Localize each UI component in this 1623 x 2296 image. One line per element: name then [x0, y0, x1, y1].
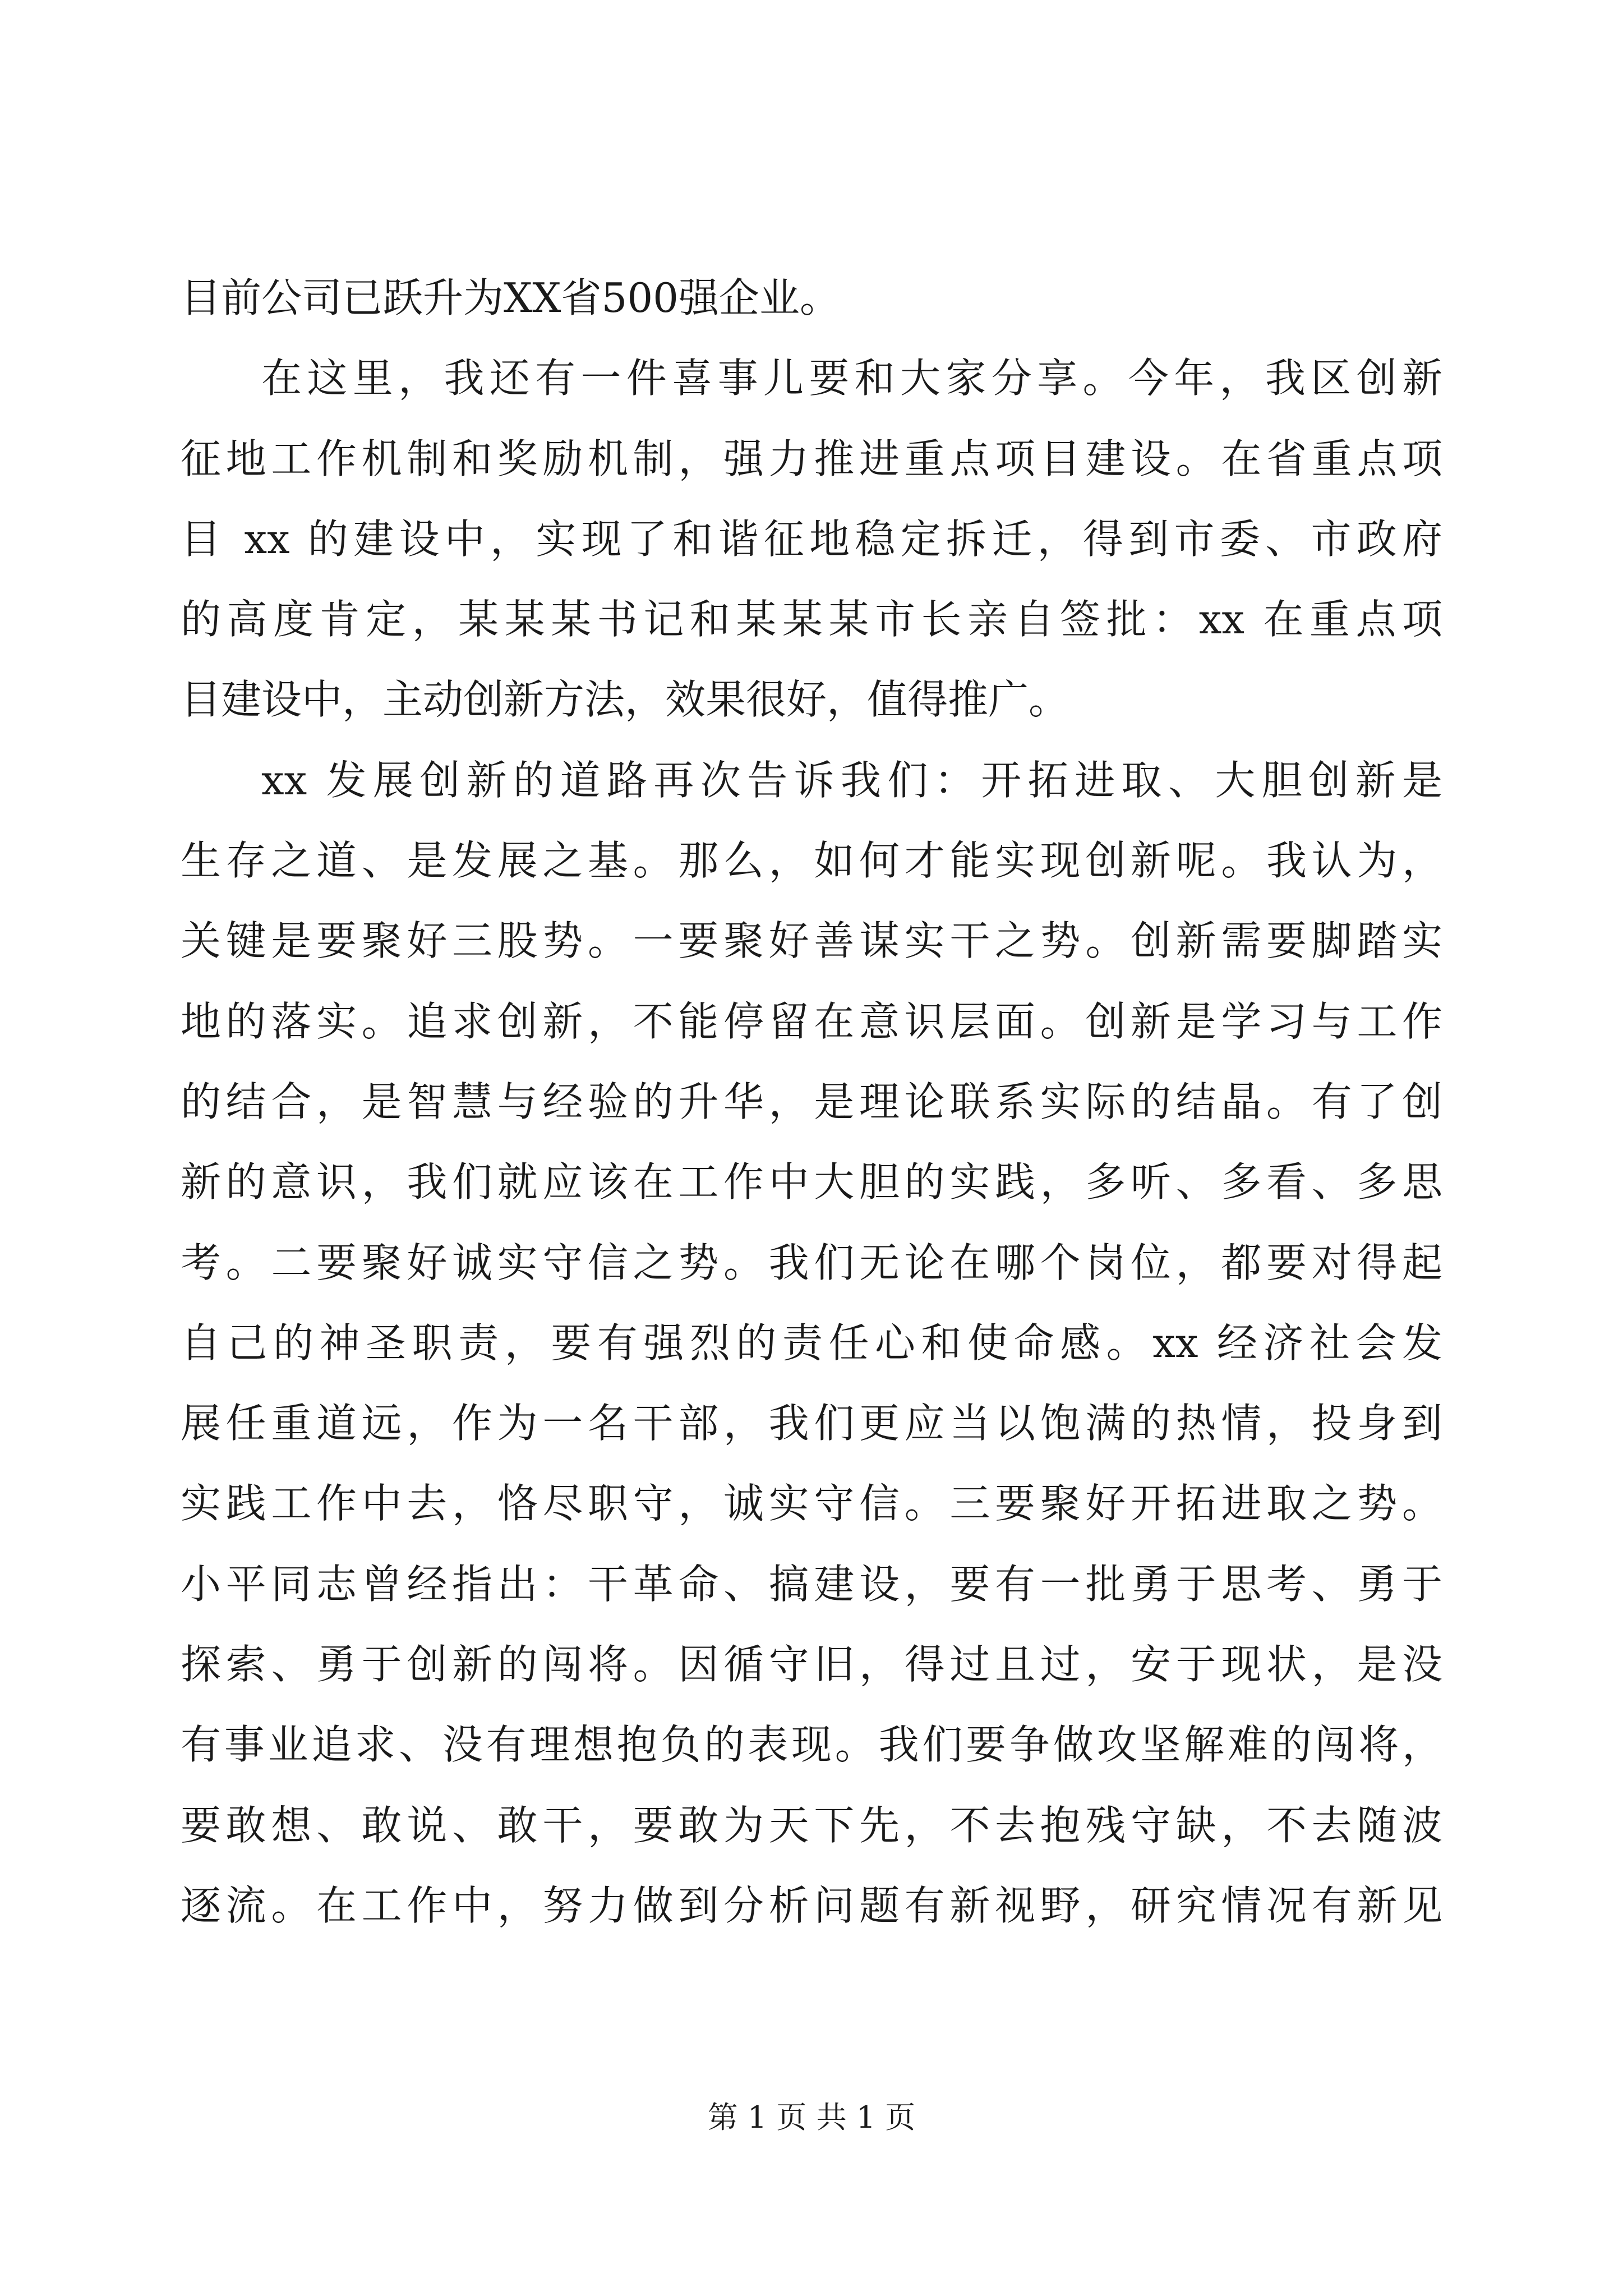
text-line: 新的意识，我们就应该在工作中大胆的实践，多听、多看、多思 — [181, 1158, 1442, 1206]
paragraph — [181, 338, 1442, 740]
text-line: 自己的神圣职责，要有强烈的责任心和使命感。xx 经济社会发 — [181, 1319, 1442, 1366]
text-line: 在这里，我还有一件喜事儿要和大家分享。今年，我区创新 — [261, 355, 1442, 402]
text-line: 展任重道远，作为一名干部，我们更应当以饱满的热情，投身到 — [181, 1400, 1442, 1447]
paragraph — [181, 740, 1442, 1946]
text-line: 关键是要聚好三股势。一要聚好善谋实干之势。创新需要脚踏实 — [181, 917, 1442, 965]
text-line: 实践工作中去，恪尽职守，诚实守信。三要聚好开拓进取之势。 — [181, 1480, 1442, 1527]
paragraph — [181, 258, 1442, 338]
text-line: 征地工作机制和奖励机制，强力推进重点项目建设。在省重点项 — [181, 435, 1442, 482]
page-footer: 第 1 页 共 1 页 — [707, 2100, 916, 2135]
text-line: 生存之道、是发展之基。那么，如何才能实现创新呢。我认为， — [181, 837, 1442, 885]
text-line: 逐流。在工作中，努力做到分析问题有新视野，研究情况有新见 — [181, 1881, 1442, 1929]
text-line: 目建设中，主动创新方法，效果很好，值得推广。 — [181, 676, 1069, 724]
text-line: 地的落实。追求创新，不能停留在意识层面。创新是学习与工作 — [181, 997, 1442, 1045]
text-line: 考。二要聚好诚实守信之势。我们无论在哪个岗位，都要对得起 — [181, 1239, 1442, 1286]
text-line: 有事业追求、没有理想抱负的表现。我们要争做攻坚解难的闯将， — [181, 1721, 1442, 1769]
text-line: 的高度肯定，某某某书记和某某某市长亲自签批：xx 在重点项 — [181, 596, 1442, 643]
document-body — [181, 258, 1442, 1946]
text-line: 的结合，是智慧与经验的升华，是理论联系实际的结晶。有了创 — [181, 1078, 1442, 1125]
text-line: 小平同志曾经指出：干革命、搞建设，要有一批勇于思考、勇于 — [181, 1560, 1442, 1608]
text-line: xx 发展创新的道路再次告诉我们：开拓进取、大胆创新是 — [261, 756, 1442, 804]
text-line: 目 xx 的建设中，实现了和谐征地稳定拆迁，得到市委、市政府 — [181, 515, 1442, 563]
text-line: 要敢想、敢说、敢干，要敢为天下先，不去抱残守缺，不去随波 — [181, 1801, 1442, 1849]
text-line: 探索、勇于创新的闯将。因循守旧，得过且过，安于现状，是没 — [181, 1641, 1442, 1688]
text-line: 目前公司已跃升为XX省500强企业。 — [181, 274, 840, 321]
